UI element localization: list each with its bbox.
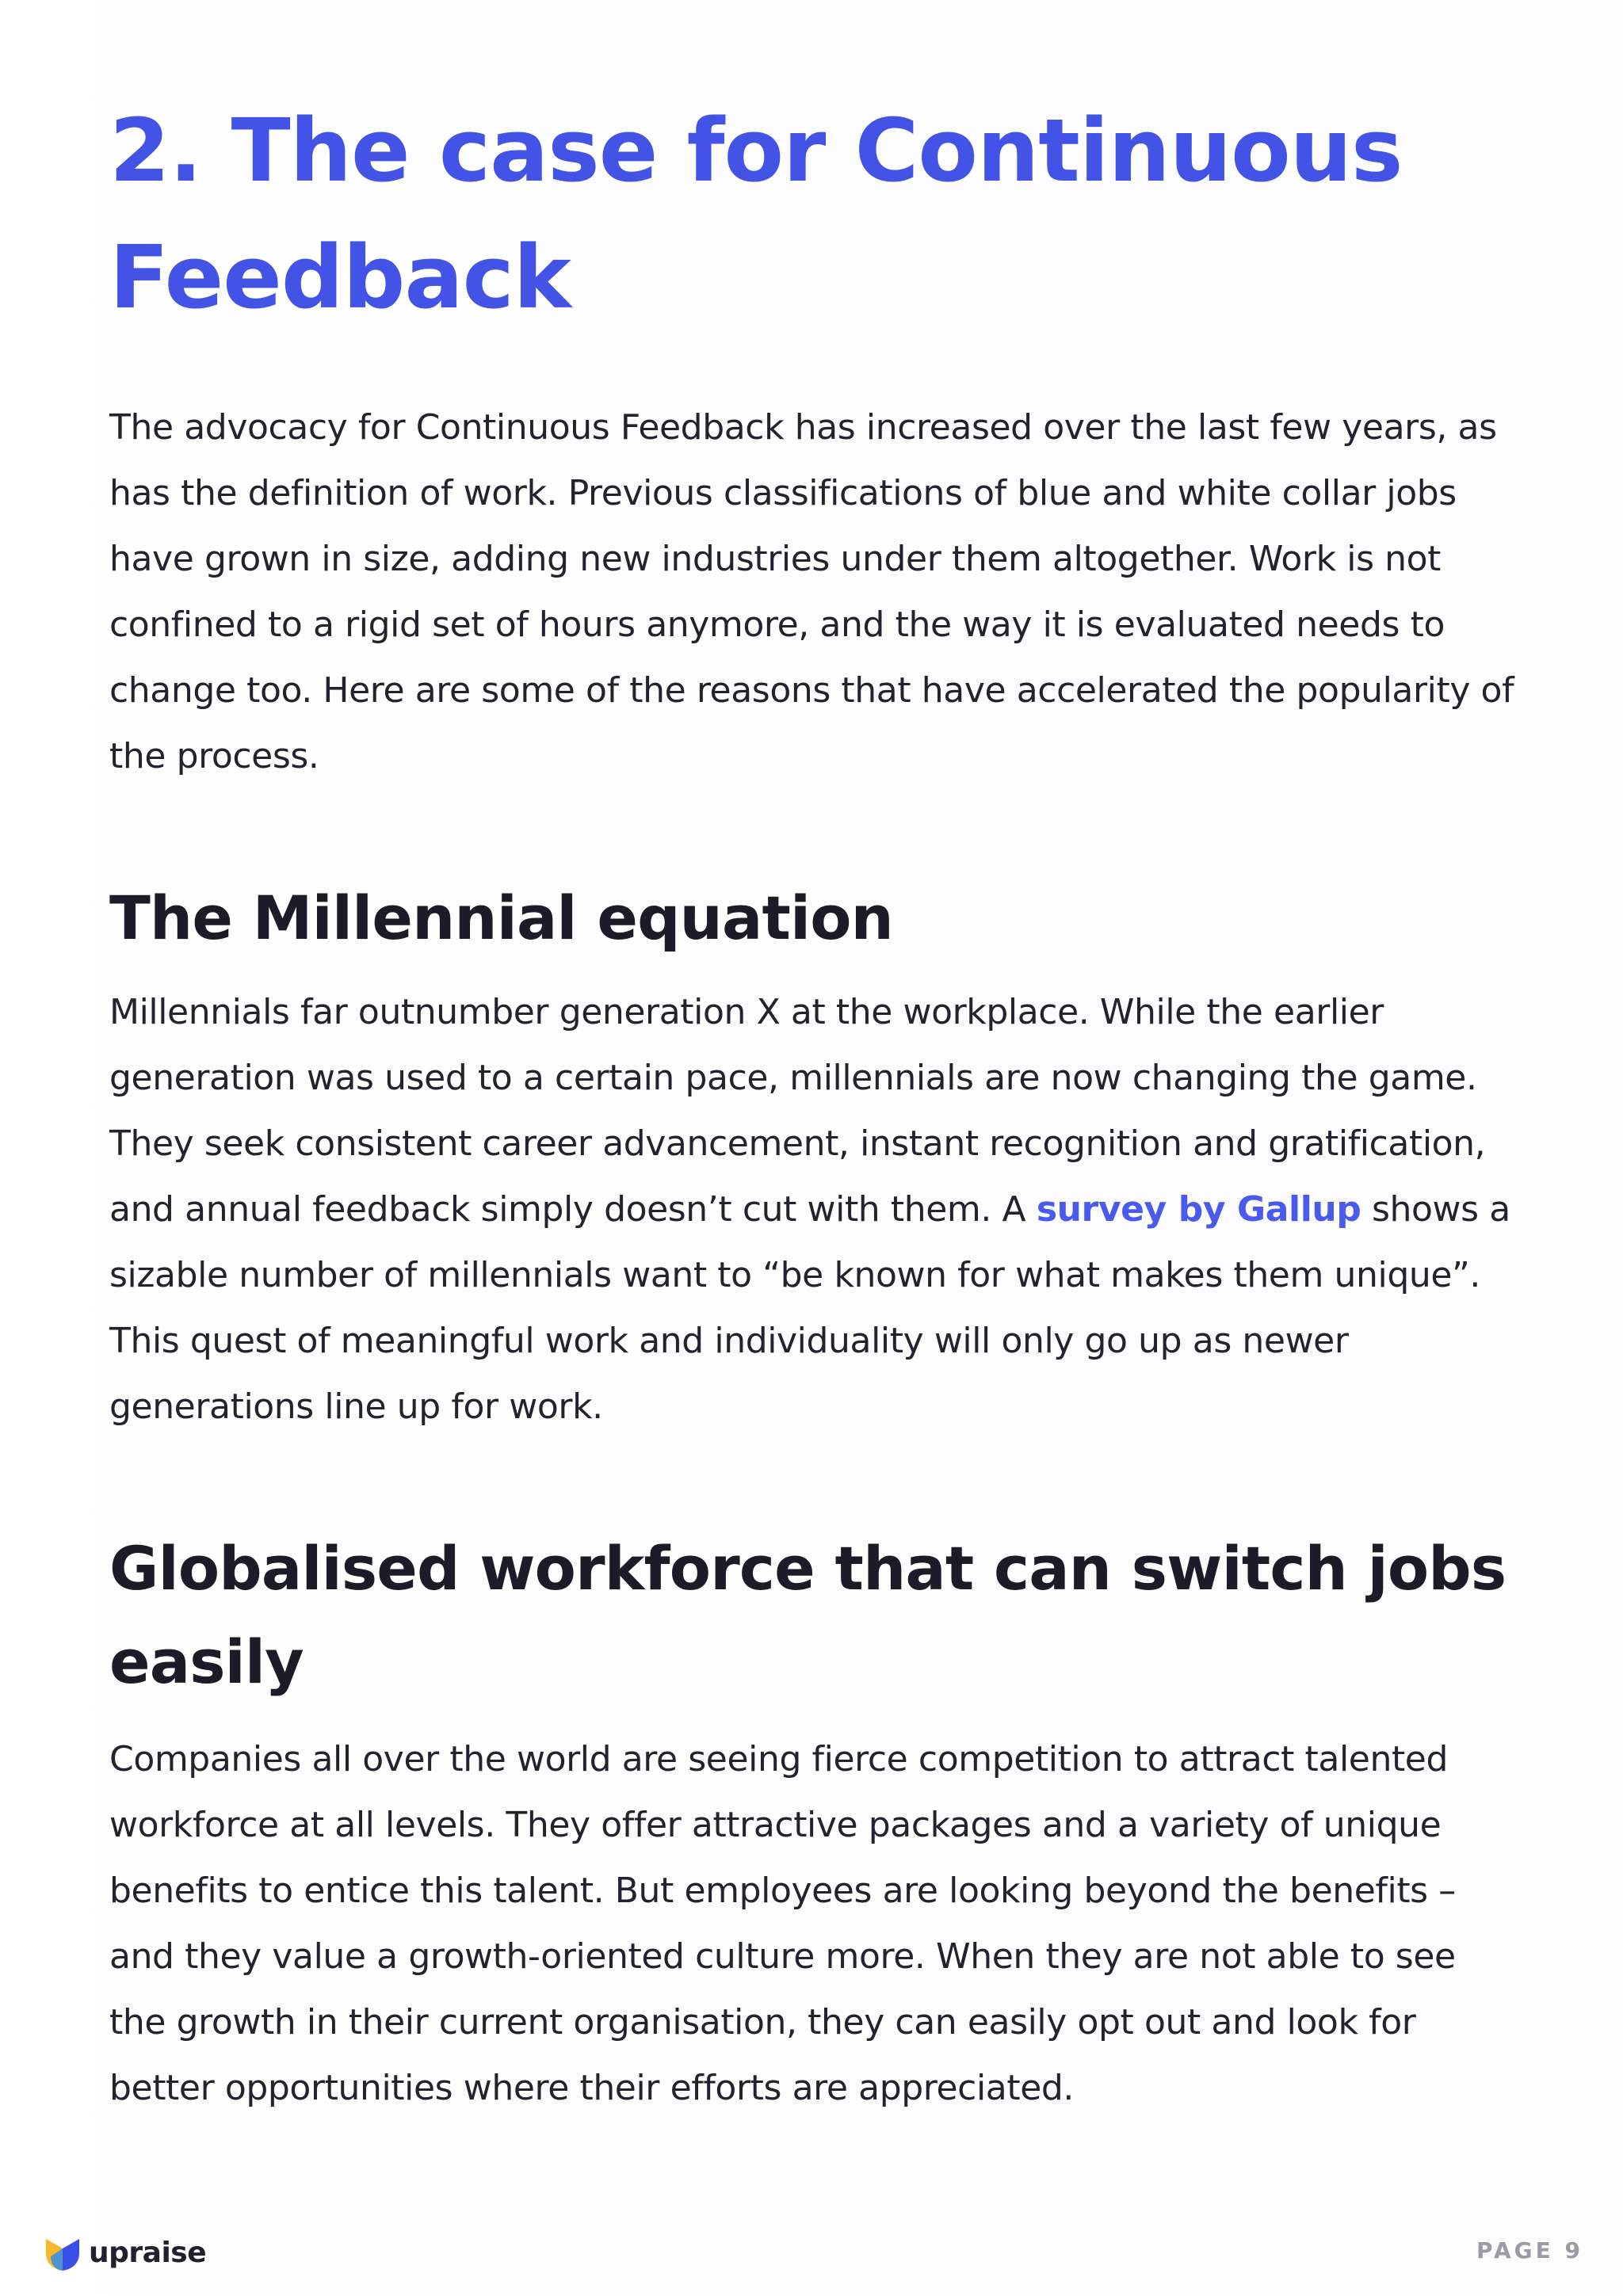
intro-paragraph: The advocacy for Continuous Feedback has increased over the last few years, as has the definition of work. Previous classifications of blue and white collar jobs have grown in size, adding new industries under them altogether. Work is not confined to a rigid set of hours anymore, and the way it is evaluated needs to change too. Here are some of the reasons that have accelerated the popularity of the process.	[109, 407, 1514, 776]
globalised-heading-line-2: easily	[109, 1627, 304, 1697]
millennial-paragraph	[109, 979, 1520, 1440]
section-title	[109, 87, 1520, 341]
globalised-heading-line-1: Globalised workforce that can switch jobs	[109, 1533, 1507, 1604]
gallup-survey-link[interactable]: survey by Gallup	[1036, 1189, 1361, 1230]
globalised-heading	[109, 1522, 1520, 1709]
section-title-line-2: Feedback	[109, 227, 571, 328]
millennial-heading: The Millennial equation	[109, 883, 893, 953]
globalised-paragraph: Companies all over the world are seeing fierce competition to attract talented workforce at all levels. They offer attractive packages and a variety of unique benefits to entice this talent. But employees are looking beyond the benefits – and they value a growth-oriented culture more. When they are not able to see the growth in their current organisation, they can easily opt out and look for better opportunities where their efforts are appreciated.	[109, 1739, 1456, 2108]
brand-name: upraise	[89, 2236, 207, 2269]
upraise-logo-icon	[44, 2233, 81, 2272]
millennial-text-before-link: Millennials far outnumber generation X at the workplace. While the earlier generation was used to a certain pace, millennials are now changing the game. They seek consistent career advancement, instant recognition and gratification, and annual feedback simply doesn’t cut with them. A	[109, 992, 1486, 1230]
footer-brand	[44, 2233, 206, 2272]
page-content	[109, 87, 1520, 2121]
millennial-text-after-link: shows a sizable number of millennials want to “be known for what makes them unique”. This quest of meaningful work and individuality will only go up as newer generations line up for work.	[109, 1189, 1510, 1427]
section-title-line-1: 2. The case for Continuous	[109, 100, 1403, 201]
page-number: PAGE 9	[1476, 2237, 1583, 2264]
